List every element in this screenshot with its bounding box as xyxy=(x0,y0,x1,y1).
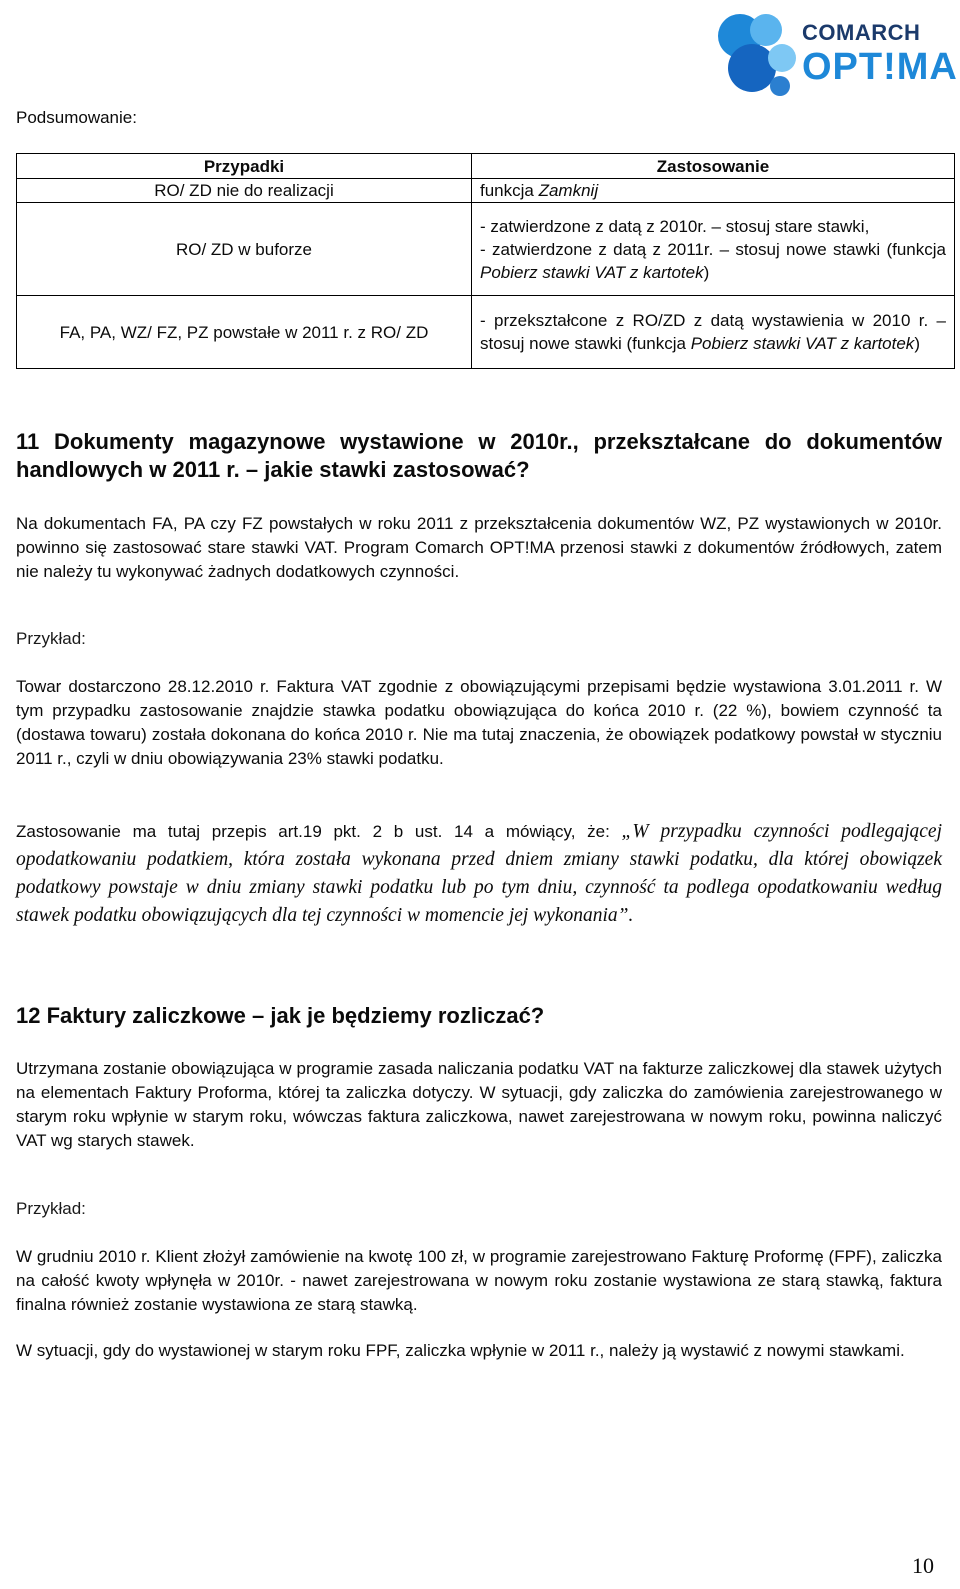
column-header-cases: Przypadki xyxy=(17,154,472,179)
table-row xyxy=(17,179,955,203)
cell-text: - zatwierdzone z datą z 2011r. – stosuj nowe stawki (funkcja xyxy=(480,239,946,259)
table-row xyxy=(17,296,955,369)
table-cell-application xyxy=(472,179,955,203)
table-cell-application xyxy=(472,296,955,369)
example-label: Przykład: xyxy=(16,1199,86,1218)
section-11-paragraph: Na dokumentach FA, PA czy FZ powstałych w roku 2011 z przekształcenia dokumentów WZ, PZ wystawionych w 2010r. powinno się zastosować stare stawki VAT. Program Comarch OPT!MA przenosi stawki z dokumentów źródłowych, zatem nie należy tu wykonywać żadnych dodatkowych czynności. xyxy=(16,514,942,581)
table-cell-case: FA, PA, WZ/ FZ, PZ powstałe w 2011 r. z RO/ ZD xyxy=(17,296,472,369)
section-11-legal-paragraph xyxy=(16,818,942,930)
cell-line xyxy=(480,238,946,284)
section-11-example-paragraph: Towar dostarczono 28.12.2010 r. Faktura VAT zgodnie z obowiązującymi przepisami będzie wystawiona 3.01.2011 r. W tym przypadku zastosowanie znajdzie stawka podatku obowiązująca do końca 2010 r. (22 %), bowiem czynność ta (dostawa towaru) została dokonana do końca 2010 r. Nie ma tutaj znaczenia, że obowiązek podatkowy powstał w styczniu 2011 r., czyli w dniu obowiązywania 23% stawki podatku. xyxy=(16,677,942,768)
logo-brand-bottom: OPT!MA xyxy=(802,46,958,88)
table-header-row xyxy=(17,154,955,179)
section-12-example-paragraph: W grudniu 2010 r. Klient złożył zamówienie na kwotę 100 zł, w programie zarejestrowano Fakturę Proformę (FPF), zaliczka na całość kwoty wpłynęła w 2010r. - nawet zarejestrowana w nowym roku zostanie wystawiona ze starą stawką, faktura finalna również zostanie wystawiona ze starą stawką. xyxy=(16,1247,942,1314)
legal-lead-text: Zastosowanie ma tutaj przepis art.19 pkt. 2 b ust. 14 a mówiący, że: xyxy=(16,822,622,841)
summary-table xyxy=(16,153,955,369)
section-12-final-paragraph: W sytuacji, gdy do wystawionej w starym roku FPF, zaliczka wpłynie w 2011 r., należy ją wystawić z nowymi stawkami. xyxy=(16,1341,905,1360)
table-cell-application xyxy=(472,203,955,296)
section-12-paragraph: Utrzymana zostanie obowiązująca w programie zasada naliczania podatku VAT na fakturze zaliczkowej dla stawek użytych na elementach Faktury Proforma, której ta zaliczka dotyczy. W sytuacji, gdy zaliczka do zamówienia zarejestrowanego w starym roku wpłynie w starym roku, wówczas faktura zaliczkowa, nawet zarejestrowana w nowym roku, powinna naliczyć VAT wg starych stawek. xyxy=(16,1059,942,1150)
table-row xyxy=(17,203,955,296)
example-label: Przykład: xyxy=(16,629,86,648)
summary-label: Podsumowanie: xyxy=(16,108,137,127)
cell-italic-text: Pobierz stawki VAT z kartotek xyxy=(690,334,915,353)
cell-text: - przekształcone z RO/ZD z datą wystawienia w 2010 r. – stosuj nowe stawki (funkcja xyxy=(480,311,946,353)
comarch-optima-logo xyxy=(712,6,958,102)
section-11-heading: 11 Dokumenty magazynowe wystawione w 2010r., przekształcane do dokumentów handlowych w 2011 r. – jakie stawki zastosować? xyxy=(16,429,942,482)
cell-text: ) xyxy=(703,262,710,282)
section-12-heading: 12 Faktury zaliczkowe – jak je będziemy rozliczać? xyxy=(16,1003,545,1028)
column-header-application: Zastosowanie xyxy=(472,154,955,179)
table-cell-case: RO/ ZD nie do realizacji xyxy=(17,179,472,203)
page-number: 10 xyxy=(912,1553,934,1578)
table-cell-case: RO/ ZD w buforze xyxy=(17,203,472,296)
logo-mark-icon xyxy=(712,6,804,102)
cell-text: ) xyxy=(914,334,920,353)
cell-line: - zatwierdzone z datą z 2010r. – stosuj stare stawki, xyxy=(480,216,870,236)
cell-text: funkcja xyxy=(480,181,539,200)
cell-italic-text: Zamknij xyxy=(538,181,599,200)
logo-brand-top: COMARCH xyxy=(802,20,921,45)
legal-quote-text: „W przypadku czynności podlegającej opodatkowaniu podatkiem, która została wykonana przed dniem zmiany stawki podatku, dla której obowiązek podatkowy powstaje w dniu zmiany stawki podatku lub po tym dniu, czynność ta podlega opodatkowaniu według stawek podatku obowiązujących dla tej czynności w momencie jej wykonania”. xyxy=(16,821,942,926)
cell-italic-text: Pobierz stawki VAT z kartotek xyxy=(480,262,704,282)
